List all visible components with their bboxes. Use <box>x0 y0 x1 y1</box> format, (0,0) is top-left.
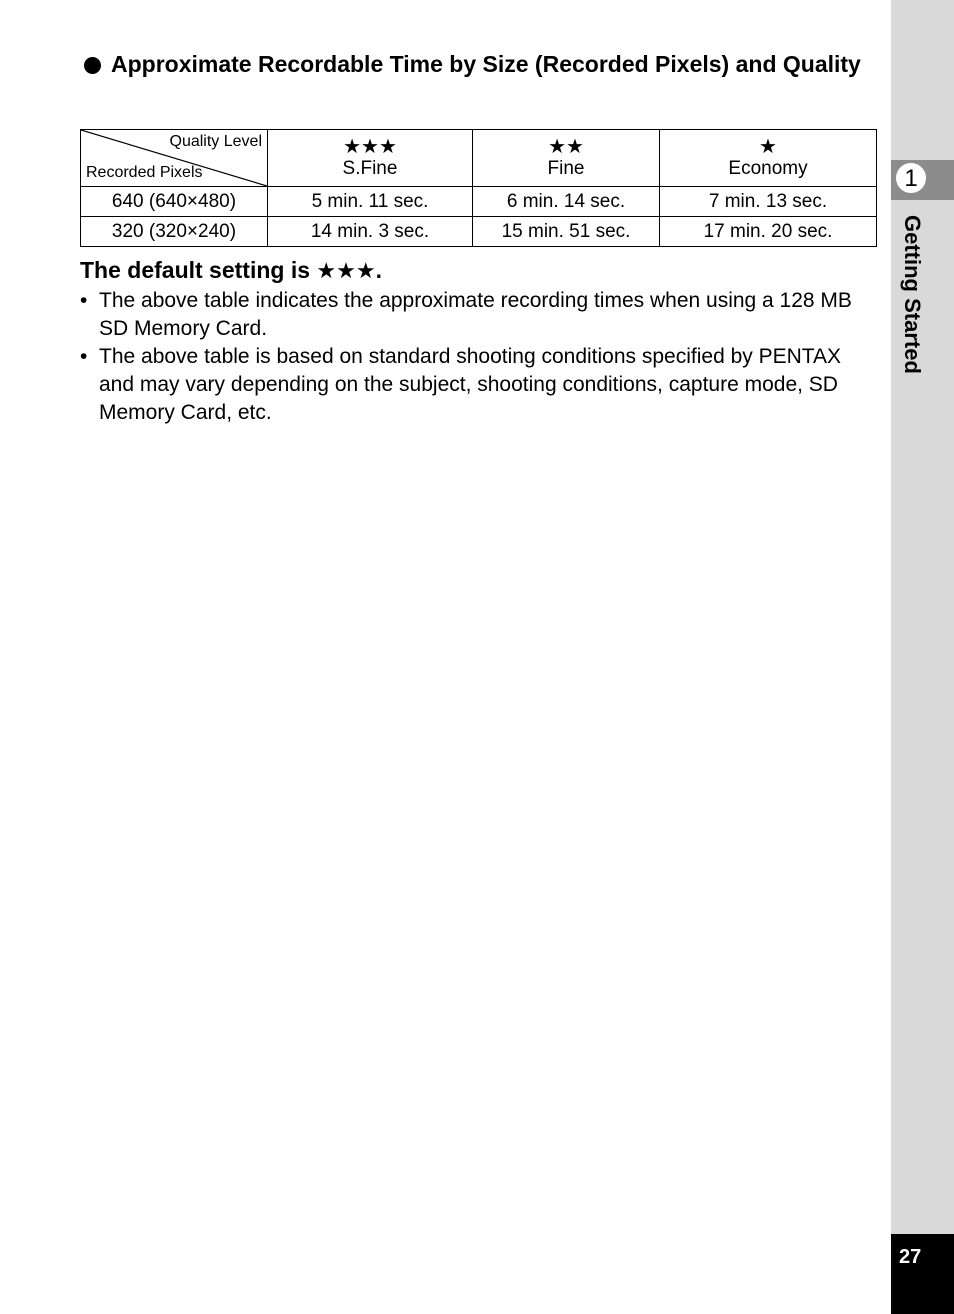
time-cell: 6 min. 14 sec. <box>473 187 660 217</box>
time-cell: 17 min. 20 sec. <box>660 217 877 247</box>
recorded-pixels-label: Recorded Pixels <box>86 164 203 181</box>
column-label: Economy <box>728 158 808 179</box>
row-size-cell: 640 (640×480) <box>81 187 268 217</box>
note-text: The above table indicates the approximate recording times when using a 128 MB SD Memory Card. <box>99 289 852 340</box>
notes-list <box>80 287 875 427</box>
row-size-cell: 320 (320×240) <box>81 217 268 247</box>
column-header-economy <box>660 130 877 187</box>
time-cell: 14 min. 3 sec. <box>268 217 473 247</box>
recordable-time-table <box>80 129 877 247</box>
star-rating-icon: ★ <box>759 134 777 158</box>
column-label: S.Fine <box>342 158 398 179</box>
table-row <box>81 187 877 217</box>
list-item <box>80 343 875 427</box>
table-row <box>81 217 877 247</box>
star-rating-icon: ★★★ <box>316 259 376 284</box>
table-corner-cell <box>81 130 268 187</box>
bullet-icon: • <box>80 289 88 312</box>
bullet-icon: • <box>80 345 88 368</box>
default-setting-prefix: The default setting is <box>80 257 317 283</box>
column-header-fine <box>473 130 660 187</box>
section-heading-text: Approximate Recordable Time by Size (Recorded Pixels) and Quality <box>111 51 861 77</box>
default-setting-suffix: . <box>375 257 382 283</box>
quality-level-label: Quality Level <box>169 133 262 150</box>
list-item <box>80 287 875 343</box>
default-setting-note <box>80 256 382 286</box>
column-label: Fine <box>547 158 585 179</box>
time-cell: 5 min. 11 sec. <box>268 187 473 217</box>
time-cell: 7 min. 13 sec. <box>660 187 877 217</box>
chapter-tab <box>891 160 954 200</box>
section-heading <box>80 49 870 80</box>
time-cell: 15 min. 51 sec. <box>473 217 660 247</box>
bullet-circle-icon <box>84 57 101 74</box>
column-header-sfine <box>268 130 473 187</box>
chapter-number-badge: 1 <box>894 161 928 195</box>
page-number: 27 <box>891 1234 954 1314</box>
star-rating-icon: ★★ <box>548 134 584 158</box>
table-header-row <box>81 130 877 187</box>
note-text: The above table is based on standard shooting conditions specified by PENTAX and may vary depending on the subject, shooting conditions, capture mode, SD Memory Card, etc. <box>99 345 842 424</box>
chapter-title <box>896 215 928 405</box>
chapter-title-text: Getting Started <box>900 215 925 374</box>
star-rating-icon: ★★★ <box>343 134 397 158</box>
chapter-sidebar <box>891 0 954 1314</box>
